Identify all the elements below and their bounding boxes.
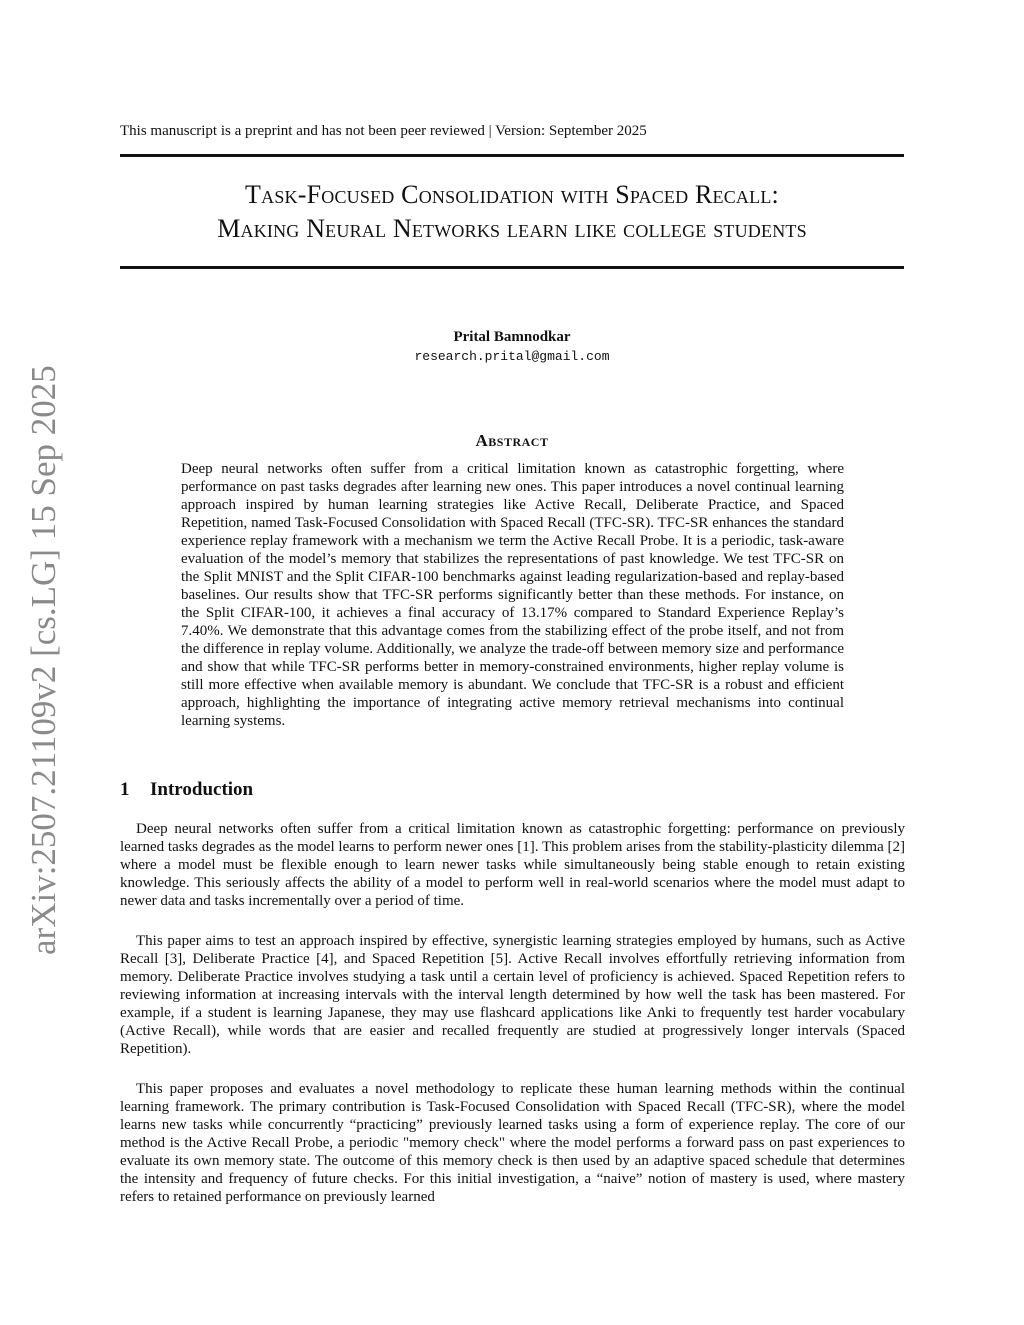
abstract-body: Deep neural networks often suffer from a critical limitation known as catastrophic forgetting, where performance on past tasks degrades after learning new ones. This paper introduces a novel continual learning approach inspired by human learning strategies like Active Recall, Deliberate Practice, and Spaced Repetition, named Task-Focused Consolidation with Spaced Recall (TFC-SR). TFC-SR enhances the standard experience replay framework with a mechanism we term the Active Recall Probe. It is a periodic, task-aware evaluation of the model’s memory that stabilizes the representations of past knowledge. We test TFC-SR on the Split MNIST and the Split CIFAR-100 benchmarks against leading regularization-based and replay-based baselines. Our results show that TFC-SR performs significantly better than these methods. For instance, on the Split CIFAR-100, it achieves a final accuracy of 13.17% compared to Standard Experience Replay’s 7.40%. We demonstrate that this advantage comes from the stabilizing effect of the probe itself, and not from the difference in replay volume. Additionally, we analyze the trade-off between memory size and performance and show that while TFC-SR performs better in memory-constrained environments, higher replay volume is still more effective when available memory is abundant. We conclude that TFC-SR is a robust and efficient approach, highlighting the importance of integrating active memory retrieval mechanisms into continual learning systems. [181,461,844,729]
author-email: research.prital@gmail.com [414,349,610,364]
section-heading-introduction [120,778,520,802]
preprint-notice: This manuscript is a preprint and has not been peer reviewed | Version: September 2025 [120,123,647,139]
section-number: 1 [120,779,130,800]
author-block [262,328,762,365]
title-line-2: Making Neural Networks learn like college students [217,214,807,243]
arxiv-identifier: arXiv:2507.21109v2 [cs.LG] 15 Sep 2025 [24,365,63,955]
title-top-rule [120,154,904,157]
author-name: Prital Bamnodkar [453,329,571,345]
section-title: Introduction [150,779,254,800]
intro-paragraph-1: Deep neural networks often suffer from a critical limitation known as catastrophic forgetting: performance on previously learned tasks degrades as the model learns to perform newer ones [1]. This problem arises from the stability-plasticity dilemma [2] where a model must be flexible enough to learn newer tasks while simultaneously being stable enough to retain existing knowledge. This seriously affects the ability of a model to perform well in real-world scenarios where the model must adapt to newer data and tasks incrementally over a period of time. [120,821,905,909]
title-bottom-rule [120,266,904,269]
intro-paragraph-2: This paper aims to test an approach inspired by effective, synergistic learning strategies employed by humans, such as Active Recall [3], Deliberate Practice [4], and Spaced Repetition [5]. Active Recall involves effortfully retrieving information from memory. Deliberate Practice involves studying a task until a certain level of proficiency is achieved. Spaced Repetition refers to reviewing information at increasing intervals with the interval length determined by how well the task has been mastered. For example, if a student is learning Japanese, they may use flashcard applications like Anki to frequently test harder vocabulary (Active Recall), while words that are easier and recalled frequently are studied at progressively longer intervals (Spaced Repetition). [120,933,905,1057]
intro-paragraph-3: This paper proposes and evaluates a novel methodology to replicate these human learning methods within the continual learning framework. The primary contribution is Task-Focused Consolidation with Spaced Recall (TFC-SR), where the model learns new tasks while concurrently “practicing” previously learned tasks using a form of experience replay. The core of our method is the Active Recall Probe, a periodic "memory check" where the model performs a forward pass on past experiences to evaluate its own memory state. The outcome of this memory check is then used by an adaptive spaced schedule that determines the intensity and frequency of future checks. For this initial investigation, a “naive” notion of mastery is used, where mastery refers to retained performance on previously learned [120,1081,905,1205]
paper-title [110,178,914,246]
title-line-1: Task-Focused Consolidation with Spaced Recall: [245,180,779,209]
abstract-heading: Abstract [475,431,549,450]
